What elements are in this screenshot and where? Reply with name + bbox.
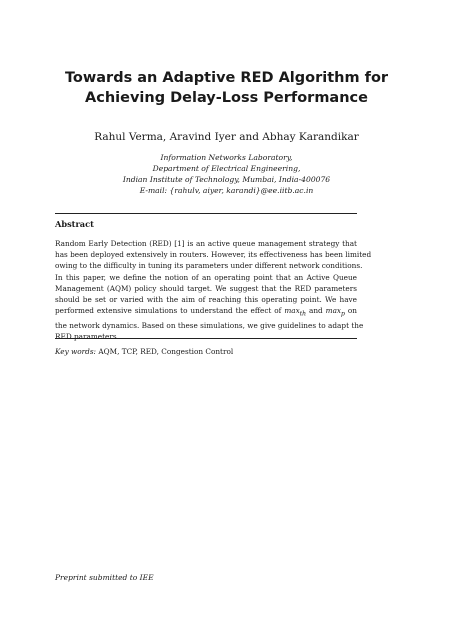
math-var-maxp	[325, 306, 345, 318]
title-line: Achieving Delay-Loss Performance	[85, 90, 368, 106]
abstract-bottom-rule	[55, 338, 357, 339]
math-var-text: max	[284, 306, 300, 316]
abstract-line: Random Early Detection (RED) [1] is an active queue management strategy that	[55, 239, 357, 248]
affiliation-line: Information Networks Laboratory,	[160, 153, 293, 162]
math-subscript: p	[341, 310, 345, 318]
abstract-top-rule	[55, 213, 357, 214]
abstract-body	[55, 238, 372, 342]
abstract-line: has been deployed extensively in routers. However, its effectiveness has been limited	[55, 250, 372, 260]
abstract-line-middle: and	[306, 306, 326, 316]
math-var-maxth	[284, 306, 307, 318]
abstract-line: should be set or varied with the aim of reaching this operating point. We have	[55, 295, 357, 305]
preprint-footer: Preprint submitted to IEE	[55, 573, 154, 582]
affiliation-line: Indian Institute of Technology, Mumbai, India-400076	[122, 175, 331, 184]
author-list: Rahul Verma, Aravind Iyer and Abhay Karandikar	[94, 131, 359, 143]
email-line: E-mail: {rahulv, aiyer, karandi}@ee.iitb.ac.in	[139, 186, 314, 195]
keywords-line	[55, 346, 233, 357]
abstract-line: the network dynamics. Based on these simulations, we give guidelines to adapt the	[55, 320, 364, 330]
keywords-text: AQM, TCP, RED, Congestion Control	[98, 347, 234, 356]
abstract-line-suffix: on	[344, 306, 357, 316]
abstract-line: RED parameters.	[55, 332, 119, 342]
abstract-line-prefix: performed extensive simulations to understand the effect of	[55, 306, 285, 316]
affiliation-block	[40, 152, 413, 196]
paper-title	[40, 68, 413, 108]
math-var-text: max	[325, 306, 342, 316]
title-line: Towards an Adaptive RED Algorithm for	[64, 70, 389, 86]
affiliation-line: Department of Electrical Engineering,	[152, 164, 301, 173]
abstract-line-math	[55, 305, 357, 320]
abstract-line: Management (AQM) policy should target. We suggest that the RED parameters	[55, 283, 357, 293]
keywords-label: Key words:	[55, 347, 97, 356]
abstract-line: owing to the difficulty in tuning its parameters under different network conditions.	[55, 261, 363, 271]
abstract-line: In this paper, we define the notion of an operating point that an Active Queue	[55, 272, 357, 282]
abstract-heading: Abstract	[55, 219, 94, 229]
math-subscript: th	[299, 310, 307, 318]
